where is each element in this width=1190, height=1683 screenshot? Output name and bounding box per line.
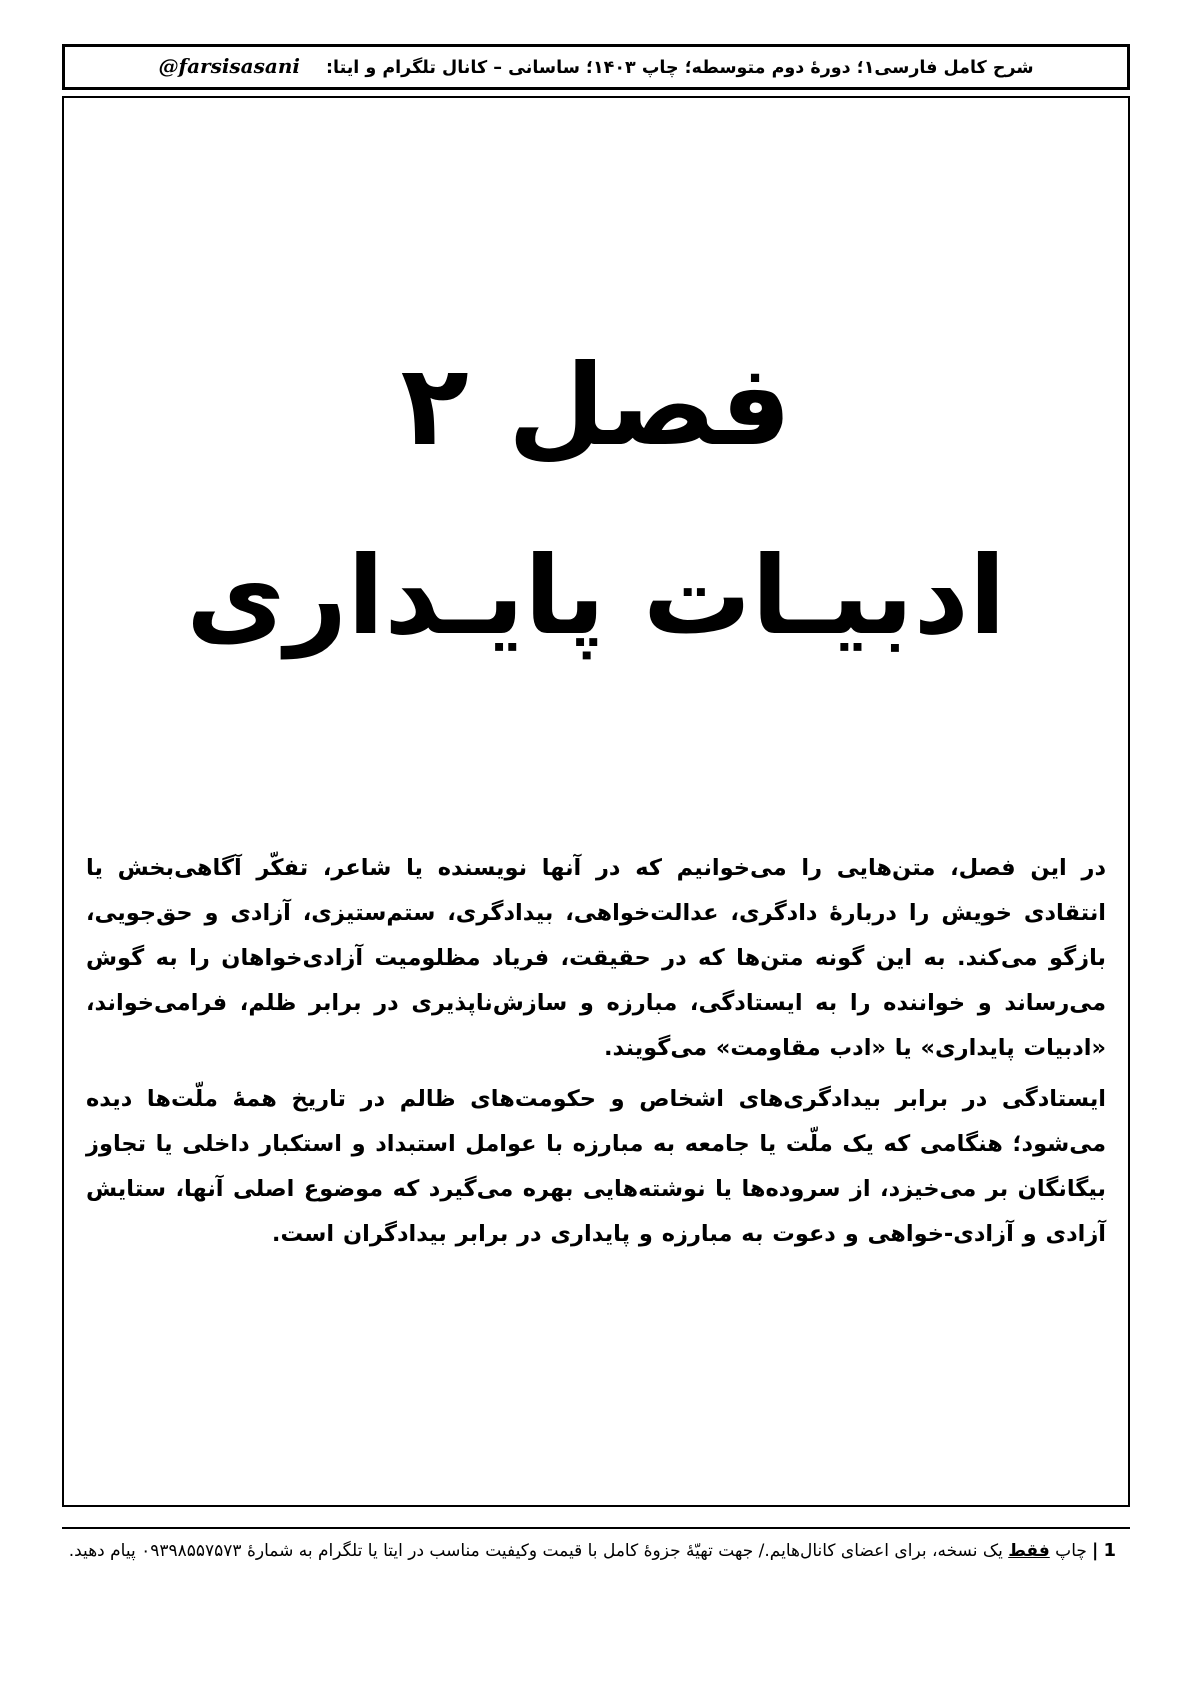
- body-paragraph-2: ایستادگی در برابر بیدادگری‌های اشخاص و حکومت‌های ظالم در تاریخ همۀ ملّت‌ها دیده می‌شود؛ هنگامی که یک ملّت یا جامعه به مبارزه با عوامل استبداد و استکبار داخلی یا تجاوز بیگانگان بر می‌خیزد، از سروده‌ها یا نوشته‌هایی بهره می‌گیرد که موضوع اصلی آنها، ستایش آزادی و آزادی-خواهی و دعوت به مبارزه و پایداری در برابر بیدادگران است.: [86, 1086, 1106, 1247]
- body-text-block: [86, 846, 1106, 1263]
- page-number: 1: [1103, 1540, 1116, 1561]
- footer-notice-text: چاپ فقط یک نسخه، برای اعضای کانال‌هایم./ جهت تهیّهٔ جزوهٔ کامل با قیمت وکیفیت مناسب در ایتا یا تلگرام به شمارهٔ ۰۹۳۹۸۵۵۷۵۷۳ پیام دهید.: [68, 1541, 1087, 1561]
- content-frame: [62, 96, 1130, 1507]
- header-course-info: شرح کامل فارسی۱؛ دورۀ دوم متوسطه؛ چاپ ۱۴۰۳؛ ساسانی – کانال تلگرام و ایتا:: [326, 58, 1034, 79]
- page-header-content: [158, 56, 1033, 78]
- chapter-subtitle: ادبیـات پایـداری: [186, 534, 1006, 659]
- header-social-handle: @farsisasani: [158, 54, 301, 79]
- body-paragraph-1: در این فصل، متن‌هایی را می‌خوانیم که در آنها نویسنده یا شاعر، تفکّر آگاهی‌بخش یا انتقادی خویش را دربارۀ دادگری، عدالت‌خواهی، بیدادگری، ستم‌ستیزی، آزادی و حق‌جویی، بازگو می‌کند. به این گونه متن‌ها که در حقیقت، فریاد مظلومیت آزادی‌خواهان را به گوش می‌رساند و خواننده را به ایستادگی، مبارزه و سازش‌ناپذیری در برابر ظلم، فرامی‌خواند، «ادبیات پایداری» یا «ادب مقاومت» می‌گویند.: [86, 855, 1106, 1061]
- footer-emphasis-word: فقط: [1008, 1541, 1050, 1561]
- footer-divider: [62, 1527, 1130, 1529]
- page-footer: [62, 1540, 1130, 1562]
- footer-row: [62, 1540, 1130, 1562]
- footer-separator: |: [1091, 1540, 1099, 1561]
- page-header-band: [62, 44, 1130, 90]
- chapter-number-title: فصل ۲: [400, 341, 792, 471]
